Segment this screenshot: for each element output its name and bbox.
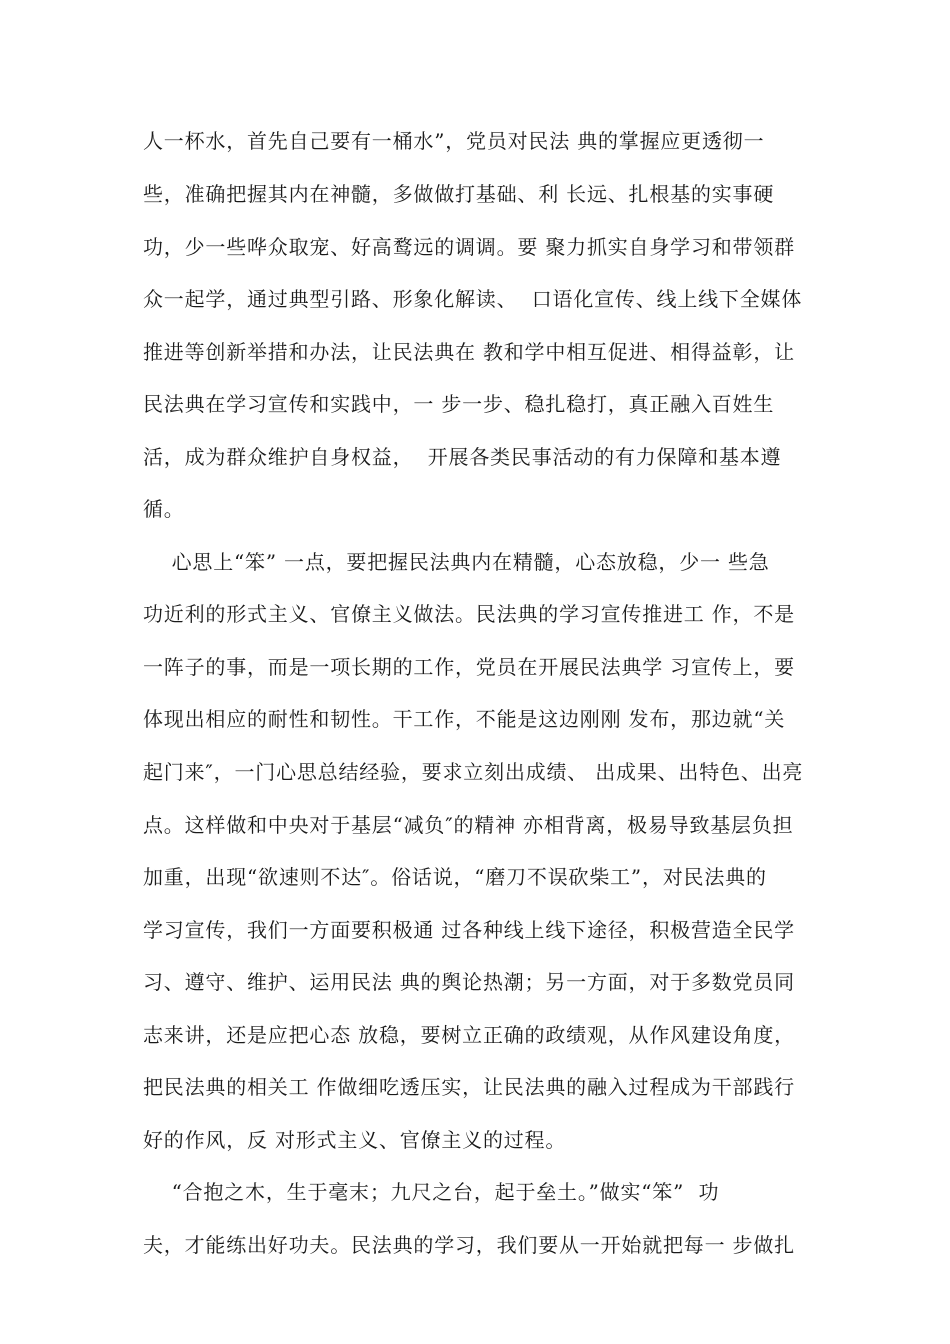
text-line: “合抱之木，生于毫末；九尺之台，起于垒土。”做实“笨” 功 <box>143 1180 720 1204</box>
text-line: 功，少一些哗众取宠、好高鹜远的调调。要 聚力抓实自身学习和带领群 <box>143 235 795 259</box>
text-line: 学习宣传，我们一方面要积极通 过各种线上线下途径，积极营造全民学 <box>143 918 795 942</box>
text-line: 民法典在学习宣传和实践中，一 步一步、稳扎稳打，真正融入百姓生 <box>143 392 775 416</box>
text-line: 夫，才能练出好功夫。民法典的学习，我们要从一开始就把每一 步做扎 <box>143 1233 795 1257</box>
text-line: 加重，出现“欲速则不达″。俗话说，“磨刀不误砍柴工”，对民法典的 <box>143 865 767 889</box>
text-line: 循。 <box>143 497 185 521</box>
text-line: 活，成为群众维护自身权益， 开展各类民事活动的有力保障和基本遵 <box>143 445 782 469</box>
text-line: 点。这样做和中央对于基层“减负″的精神 亦相背离，极易导致基层负担 <box>143 813 794 837</box>
text-line: 心思上“笨” 一点，要把握民法典内在精髓，心态放稳，少一 些急 <box>143 550 770 574</box>
text-line: 推进等创新举措和办法，让民法典在 教和学中相互促进、相得益彰，让 <box>143 340 795 364</box>
text-line: 志来讲，还是应把心态 放稳，要树立正确的政绩观，从作风建设角度， <box>143 1023 795 1047</box>
text-line: 起门来″，一门心思总结经验，要求立刻出成绩、 出成果、出特色、出亮 <box>143 760 804 784</box>
text-line: 些，准确把握其内在神髓，多做做打基础、利 长远、扎根基的实事硬 <box>143 182 775 206</box>
text-line: 众一起学，通过典型引路、形象化解读、 口语化宣传、线上线下全媒体 <box>143 287 803 311</box>
text-line: 人一杯水，首先自己要有一桶水”，党员对民法 典的掌握应更透彻一 <box>143 129 765 153</box>
text-line: 好的作风，反 对形式主义、官僚主义的过程。 <box>143 1128 567 1152</box>
text-line: 把民法典的相关工 作做细吃透压实，让民法典的融入过程成为干部践行 <box>143 1075 795 1099</box>
text-line: 一阵子的事，而是一项长期的工作，党员在开展民法典学 习宣传上，要 <box>143 655 795 679</box>
text-line: 体现出相应的耐性和韧性。干工作，不能是这边刚刚 发布，那边就“关 <box>143 707 786 731</box>
text-line: 习、遵守、维护、运用民法 典的舆论热潮；另一方面，对于多数党员同 <box>143 970 795 994</box>
text-line: 功近利的形式主义、官僚主义做法。民法典的学习宣传推进工 作，不是 <box>143 602 795 626</box>
